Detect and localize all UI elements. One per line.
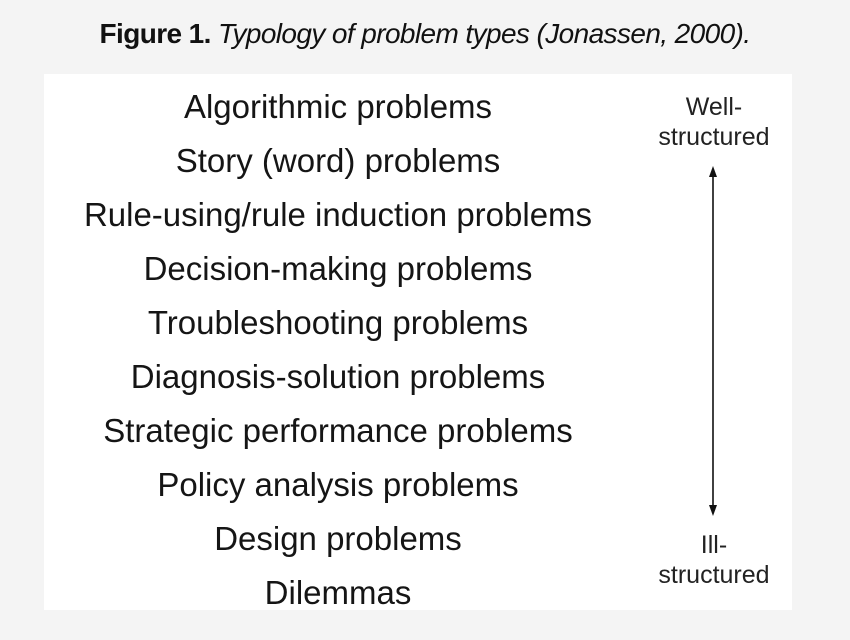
figure-title: Typology of problem types (Jonassen, 2000). <box>218 18 751 49</box>
problem-type-list <box>44 80 632 620</box>
problem-type-dilemmas: Dilemmas <box>264 574 412 611</box>
problem-type-decision-making: Decision-making problems <box>143 250 533 287</box>
figure-label: Figure 1. <box>99 18 211 49</box>
typology-panel <box>44 74 792 610</box>
arrow-down-icon <box>709 505 717 516</box>
problem-type-design: Design problems <box>214 520 462 557</box>
problem-type-strategic-performance: Strategic performance problems <box>103 412 573 449</box>
problem-type-story: Story (word) problems <box>175 142 501 179</box>
well-structured-label-line2: structured <box>658 123 770 151</box>
arrow-up-icon <box>709 166 717 177</box>
double-headed-arrow-icon <box>705 166 721 516</box>
ill-structured-label-line2: structured <box>658 561 770 589</box>
problem-type-policy-analysis: Policy analysis problems <box>157 466 519 503</box>
problem-type-algorithmic: Algorithmic problems <box>183 88 493 125</box>
well-structured-label-line1: Well- <box>685 93 743 121</box>
problem-type-rule-using: Rule-using/rule induction problems <box>83 196 593 233</box>
ill-structured-label-line1: Ill- <box>700 531 728 559</box>
well-structured-label <box>644 92 784 152</box>
problem-type-troubleshooting: Troubleshooting problems <box>147 304 529 341</box>
figure-caption <box>0 18 850 50</box>
ill-structured-label <box>644 530 784 590</box>
problem-type-diagnosis-solution: Diagnosis-solution problems <box>130 358 546 395</box>
